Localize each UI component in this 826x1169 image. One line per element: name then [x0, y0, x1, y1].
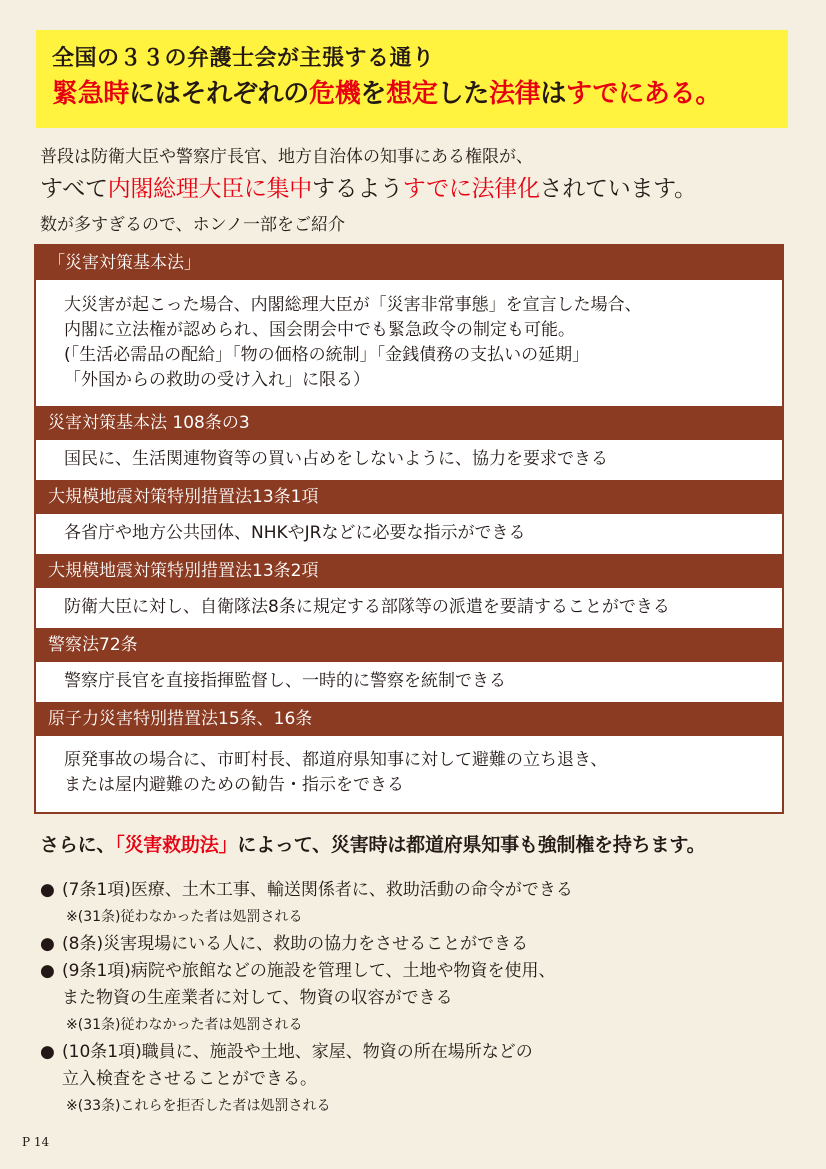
headline-line2	[52, 74, 788, 114]
list-item-continuation: 立入検査をさせることができる。	[62, 1069, 317, 1089]
law-title: 大規模地震対策特別措置法13条2項	[36, 554, 782, 588]
headline-emphasis: 危機	[309, 79, 361, 109]
penalty-note: ※(33条)これらを拒否した者は処罰される	[66, 1098, 331, 1114]
law-text-line: 防衛大臣に対し、自衛隊法8条に規定する部隊等の派遣を要請することができる	[64, 597, 670, 617]
intro-line3: 数が多すぎるので、ホンノ一部をご紹介	[40, 215, 345, 235]
page-number: P 14	[22, 1135, 50, 1149]
list-item	[40, 958, 800, 985]
law-description	[36, 440, 782, 480]
headline-emphasis: 緊急時	[52, 79, 130, 109]
law-title: 「災害対策基本法」	[36, 246, 782, 280]
law-description	[36, 662, 782, 702]
law-list-box	[34, 244, 784, 814]
law-text-line: 内閣に立法権が認められ、国会閉会中でも緊急政令の制定も可能。	[64, 320, 576, 340]
list-item-text: (8条)災害現場にいる人に、救助の協力をさせることができる	[62, 934, 529, 954]
law-text-line: 原発事故の場合に、市町村長、都道府県知事に対して避難の立ち退き、	[64, 750, 608, 770]
list-item	[40, 877, 800, 904]
headline-emphasis: 法律	[488, 79, 541, 109]
bullet-dot-icon: ●	[40, 934, 55, 954]
disaster-relief-heading	[40, 830, 705, 857]
list-item-text: (10条1項)職員に、施設や土地、家屋、物資の所在場所などの	[62, 1042, 533, 1062]
intro-emphasis: 内閣総理大臣に集中	[107, 176, 312, 202]
list-item	[40, 1039, 800, 1066]
law-title: 災害対策基本法 108条の3	[36, 406, 782, 440]
law-title: 大規模地震対策特別措置法13条1項	[36, 480, 782, 514]
law-text-line: 「外国からの救助の受け入れ」に限る）	[64, 370, 370, 390]
law-text-line: 警察庁長官を直接指揮監督し、一時的に警察を統制できる	[64, 671, 506, 691]
headline-text: を	[360, 79, 387, 109]
law-text-line: (「生活必需品の配給」「物の価格の統制」「金銭債務の支払いの延期」	[64, 345, 590, 365]
intro-text: されています。	[539, 176, 697, 202]
penalty-note: ※(31条)従わなかった者は処罰される	[66, 909, 303, 925]
headline-text: した	[437, 79, 489, 109]
intro-line1: 普段は防衛大臣や警察庁長官、地方自治体の知事にある権限が、	[40, 147, 533, 167]
list-item	[40, 931, 800, 958]
headline-text: は	[540, 79, 567, 109]
intro-text: すべて	[40, 176, 108, 202]
headline-banner	[36, 30, 788, 128]
law-title: 原子力災害特別措置法15条、16条	[36, 702, 782, 736]
law-title: 警察法72条	[36, 628, 782, 662]
heading-text: によって、災害時は都道府県知事も強制権を持ちます。	[237, 834, 706, 856]
heading-emphasis: 「災害救助法」	[115, 834, 238, 856]
headline-emphasis: すでにある。	[566, 79, 722, 109]
headline-text: にはそれぞれの	[129, 79, 310, 109]
list-item-continuation: また物資の生産業者に対して、物資の収容ができる	[62, 988, 453, 1008]
bullet-dot-icon: ●	[40, 1042, 55, 1062]
bullet-dot-icon: ●	[40, 880, 55, 900]
law-text-line: 国民に、生活関連物資等の買い占めをしないように、協力を要求できる	[64, 449, 608, 469]
law-description	[36, 588, 782, 628]
bullet-list	[40, 877, 800, 1120]
intro-text: するよう	[311, 176, 403, 202]
list-item-text: (7条1項)医療、土木工事、輸送関係者に、救助活動の命令ができる	[62, 880, 573, 900]
intro-line2	[40, 170, 697, 203]
list-item-text: (9条1項)病院や旅館などの施設を管理して、土地や物資を使用、	[62, 961, 556, 981]
headline-line1: 全国の３３の弁護士会が主張する通り	[52, 46, 435, 71]
law-text-line: 各省庁や地方公共団体、NHKやJRなどに必要な指示ができる	[64, 523, 526, 543]
law-description	[36, 280, 782, 406]
bullet-dot-icon: ●	[40, 961, 55, 981]
intro-emphasis: すでに法律化	[402, 176, 540, 202]
law-text-line: 大災害が起こった場合、内閣総理大臣が「災害非常事態」を宣言した場合、	[64, 295, 642, 315]
headline-emphasis: 想定	[386, 79, 438, 109]
law-text-line: または屋内避難のための勧告・指示をできる	[64, 775, 404, 795]
heading-text: さらに、	[40, 834, 116, 856]
law-description	[36, 736, 782, 818]
law-description	[36, 514, 782, 554]
penalty-note: ※(31条)従わなかった者は処罰される	[66, 1017, 303, 1033]
